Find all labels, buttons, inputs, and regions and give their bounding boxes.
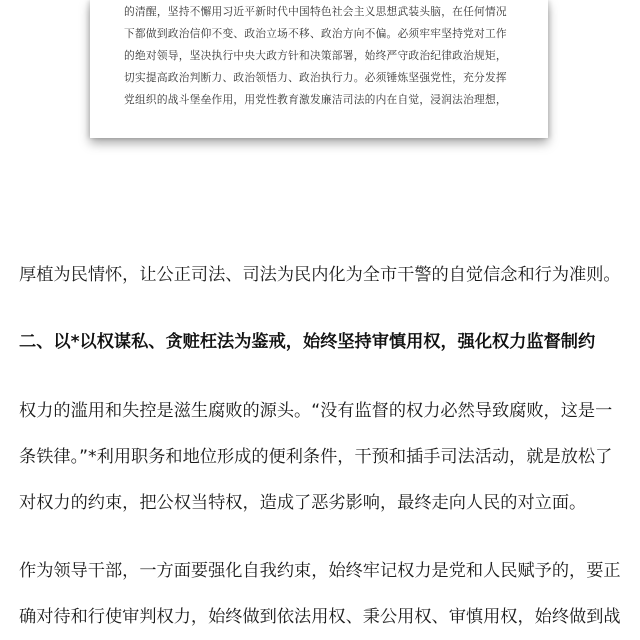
paragraph-line: 对权力的约束，把公权当特权，造成了恶劣影响，最终走向人民的对立面。 [19, 493, 587, 513]
embedded-document-image [90, 0, 548, 138]
paragraph-line: 厚植为民情怀，让公正司法、司法为民内化为全市干警的自觉信念和行为准则。 [19, 265, 621, 285]
paragraph-power-abuse [19, 388, 624, 526]
paragraph-line: 作为领导干部，一方面要强化自我约束，始终牢记权力是党和人民赋予的，要正 [19, 561, 621, 581]
section-heading-text: 二、以*以权谋私、贪赃枉法为鉴戒，始终坚持审慎用权，强化权力监督制约 [19, 332, 596, 352]
paragraph-line: 权力的滥用和失控是滋生腐败的源头。“没有监督的权力必然导致腐败，这是一 [19, 401, 613, 421]
paragraph-line: 确对待和行使审判权力，始终做到依法用权、秉公用权、审慎用权，始终做到战 [19, 607, 621, 627]
document-image-line: 党组织的战斗堡垒作用，用党性教育激发廉洁司法的内在自觉，浸润法治理想， [124, 93, 507, 106]
paragraph-continuation [19, 252, 624, 298]
document-image-line: 的绝对领导，坚决执行中央大政方针和决策部署，始终严守政治纪律政治规矩， [124, 49, 507, 62]
document-image-line: 下都做到政治信仰不变、政治立场不移、政治方向不偏。必须牢牢坚持党对工作 [124, 27, 507, 40]
document-image-line: 切实提高政治判断力、政治领悟力、政治执行力。必须锤炼坚强党性，充分发挥 [124, 71, 507, 84]
document-image-line: 的清醒，坚持不懈用习近平新时代中国特色社会主义思想武装头脑，在任何情况 [124, 5, 507, 18]
paragraph-line: 条铁律。”*利用职务和地位形成的便利条件，干预和插手司法活动，就是放松了 [19, 447, 613, 467]
document-image-text [124, 0, 518, 111]
paragraph-leadership [19, 548, 624, 640]
section-heading [19, 327, 624, 357]
